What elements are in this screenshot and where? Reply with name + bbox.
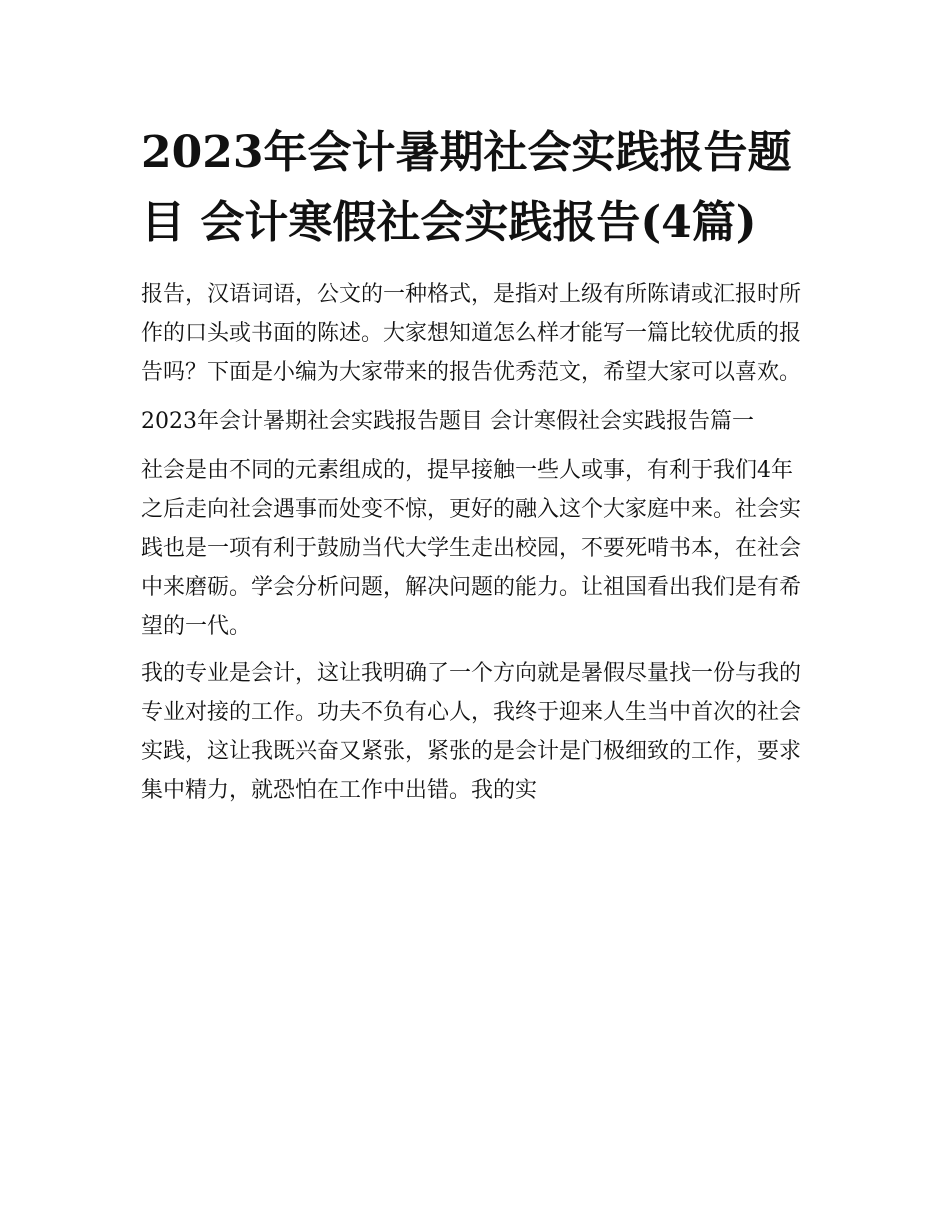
body-paragraph: 我的专业是会计，这让我明确了一个方向就是暑假尽量找一份与我的专业对接的工作。功夫不负有心人，我终于迎来人生当中首次的社会实践，这让我既兴奋又紧张，紧张的是会计是门极细致的工作，要求集中精力，就恐怕在工作中出错。我的实 <box>141 661 802 803</box>
document-page <box>141 118 813 810</box>
section-heading: 2023年会计暑期社会实践报告题目 会计寒假社会实践报告篇一 <box>141 409 754 434</box>
intro-paragraph: 报告，汉语词语，公文的一种格式，是指对上级有所陈请或汇报时所作的口头或书面的陈述。大家想知道怎么样才能写一篇比较优质的报告吗？下面是小编为大家带来的报告优秀范文，希望大家可以喜欢。 <box>141 282 802 385</box>
body-paragraph: 社会是由不同的元素组成的，提早接触一些人或事，有利于我们4年之后走向社会遇事而处变不惊，更好的融入这个大家庭中来。社会实践也是一项有利于鼓励当代大学生走出校园，不要死啃书本，在社会中来磨砺。学会分析问题，解决问题的能力。让祖国看出我们是有希望的一代。 <box>141 458 802 639</box>
document-title: 2023年会计暑期社会实践报告题目 会计寒假社会实践报告(4篇) <box>141 127 792 248</box>
